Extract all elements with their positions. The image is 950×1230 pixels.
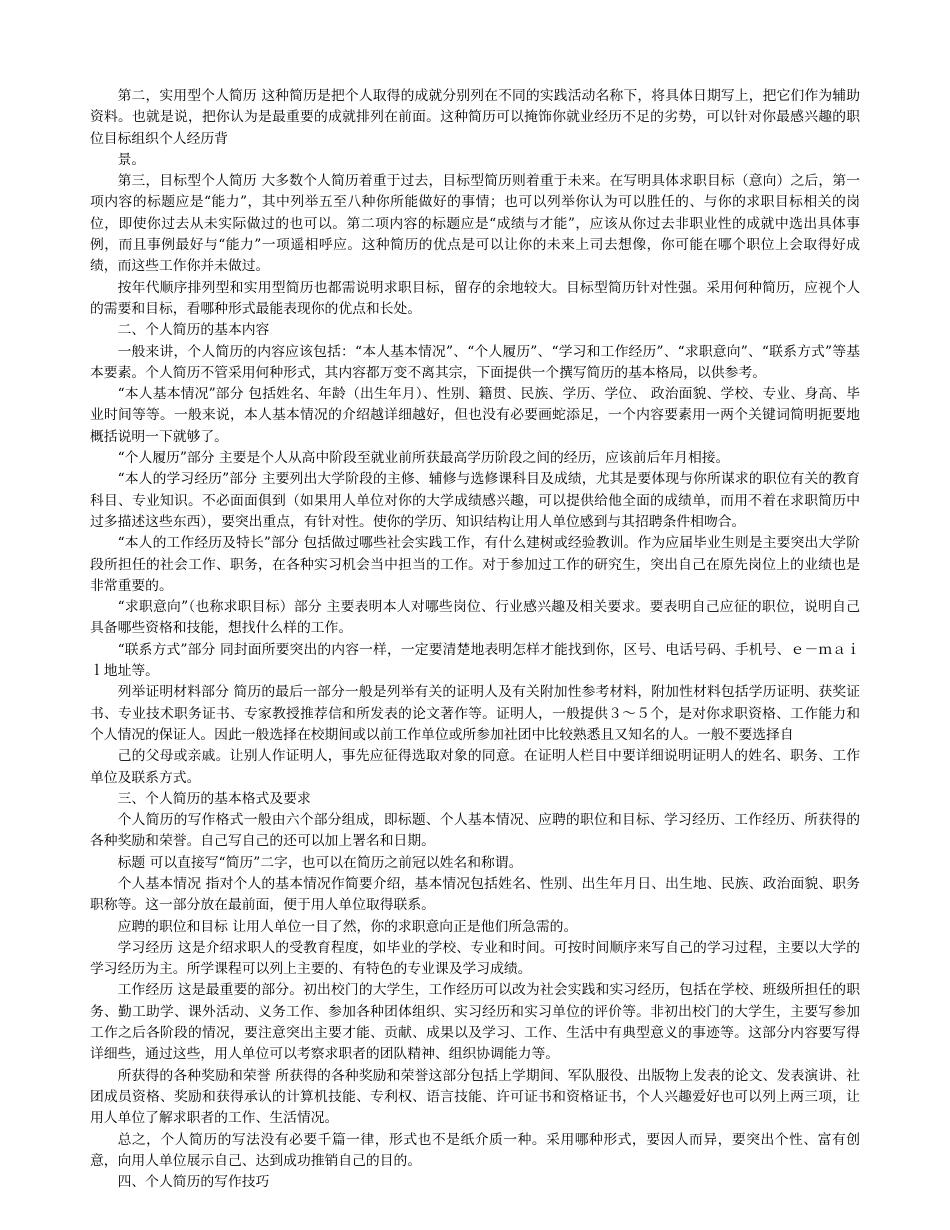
section-heading-format: 三、个人简历的基本格式及要求 [117,790,311,807]
paragraph-practical-resume-continued: 景。 [117,151,146,168]
document-body [90,86,860,1193]
paragraph-resume-type-comparison: 按年代顺序排列型和实用型简历也都需说明求职目标，留存的余地较大。目标型简历针对性强。采用何种简历，应视个人的需要和目标，看哪种形式最能表现你的优点和长处。 [90,279,860,317]
section-heading-basic-content: 二、个人简历的基本内容 [117,322,270,339]
paragraph-personal-history: “个人履历”部分 主要是个人从高中阶段至就业前所获最高学历阶段之间的经历，应该前后年月相接。 [117,450,730,467]
paragraph-work-history: “本人的工作经历及特长”部分 包括做过哪些社会实践工作，有什么建树或经验教训。作为应届毕业生则是主要突出大学阶段所担任的社会工作、职务，在各种实习机会当中担当的工作。对于参加过工作的研究生，突出自己在原先岗位上的业绩也是非常重要的。 [90,535,860,594]
paragraph-basic-content-overview: 一般来讲，个人简历的内容应该包括：“本人基本情况”、“个人履历”、“学习和工作经历”、“求职意向”、“联系方式”等基本要素。个人简历不管采用何种形式，其内容都万变不离其宗，下面提供一个撰写简历的基本格局，以供参考。 [90,343,860,381]
paragraph-summary: 总之，个人简历的写法没有必要千篇一律，形式也不是纸介质一种。采用哪种形式，要因人而异，要突出个性、富有创意，向用人单位展示自己、达到成功推销自己的目的。 [90,1131,860,1169]
paragraph-awards-honors: 所获得的各种奖励和荣誉 所获得的各种奖励和荣誉这部分包括上学期间、军队服役、出版物上发表的论文、发表演讲、社团成员资格、奖励和获得承认的计算机技能、专利权、语言技能、许可证书和资格证书，个人兴趣爱好也可以列上两三项，让用人单位了解求职者的工作、生活情况。 [90,1067,860,1127]
paragraph-job-intention: “求职意向”（也称求职目标）部分 主要表明本人对哪些岗位、行业感兴趣及相关要求。要表明自己应征的职位，说明自己具备哪些资格和技能，想找什么样的工作。 [90,599,860,637]
paragraph-basic-info: “本人基本情况”部分 包括姓名、年龄（出生年月）、性别、籍贯、民族、学历、学位、 政治面貌、学校、专业、身高、毕业时间等等。一般来说，本人基本情况的介绍越详细越好，但也没有必要画蛇添足，一个内容要素用一两个关键词简明扼要地概括说明一下就够了。 [90,386,860,445]
paragraph-contact-info: “联系方式”部分 同封面所要突出的内容一样，一定要清楚地表明怎样才能找到你，区号、电话号码、手机号、ｅ－ｍａｉｌ地址等。 [90,641,860,680]
paragraph-study-history: “本人的学习经历”部分 主要列出大学阶段的主修、辅修与选修课科目及成绩，尤其是要体现与你所谋求的职位有关的教育科目、专业知识。不必面面俱到（如果用人单位对你的大学成绩感兴趣，可以提供给他全面的成绩单，而用不着在求职简历中过多描述这些东西），要突出重点，有针对性。使你的学历、知识结构让用人单位感到与其招聘条件相吻合。 [90,471,860,530]
paragraph-supporting-materials: 列举证明材料部分 简历的最后一部分一般是列举有关的证明人及有关附加性参考材料，附加性材料包括学历证明、获奖证书、专业技术职务证书、专家教授推荐信和所发表的论文著作等。证明人，一般提供３～５个，是对你求职资格、工作能力和个人情况的保证人。因此一般选择在校期间或以前工作单位或所参加社团中比较熟悉且又知名的人。一般不要选择自 [90,684,860,743]
paragraph-targeted-resume: 第三，目标型个人简历 大多数个人简历着重于过去，目标型简历则着重于未来。在写明具体求职目标（意向）之后，第一项内容的标题应是“能力”，其中列举五至八种你所能做好的事情；也可以列举你认为可以胜任的、与你的求职目标相关的岗位，即使你过去从未实际做过的也可以。第二项内容的标题应是“成绩与才能”，应该从你过去非职业性的成就中选出具体事例，而且事例最好与“能力”一项遥相呼应。这种简历的优点是可以让你的未来上司去想像，你可能在哪个职位上会取得好成绩，而这些工作你并未做过。 [90,173,860,275]
paragraph-format-overview: 个人简历的写作格式一般由六个部分组成，即标题、个人基本情况、应聘的职位和目标、学习经历、工作经历、所获得的各种奖励和荣誉。自己写自己的还可以加上署名和日期。 [90,812,860,850]
paragraph-position-target: 应聘的职位和目标 让用人单位一目了然，你的求职意向正是他们所急需的。 [117,918,578,935]
paragraph-study-experience: 学习经历 这是介绍求职人的受教育程度，如毕业的学校、专业和时间。可按时间顺序来写自己的学习过程，主要以大学的学习经历为主。所学课程可以列上主要的、有特色的专业课及学习成绩。 [90,939,860,978]
paragraph-practical-resume: 第二，实用型个人简历 这种简历是把个人取得的成就分别列在不同的实践活动名称下，将具体日期写上，把它们作为辅助资料。也就是说，把你认为是最重要的成就排列在前面。这种简历可以掩饰你就业经历不足的劣势，可以针对你最感兴趣的职位目标组织个人经历背 [90,88,860,147]
section-heading-writing-tips: 四、个人简历的写作技巧 [117,1174,270,1191]
paragraph-supporting-materials-continued: 己的父母或亲戚。让别人作证明人，事先应征得选取对象的同意。在证明人栏目中要详细说明证明人的姓名、职务、工作单位及联系方式。 [90,748,860,786]
paragraph-title: 标题 可以直接写“简历”二字，也可以在简历之前冠以姓名和称谓。 [117,854,523,871]
paragraph-basic-info-format: 个人基本情况 指对个人的基本情况作简要介绍，基本情况包括姓名、性别、出生年月日、出生地、民族、政治面貌、职务职称等。这一部分放在最前面，便于用人单位取得联系。 [90,875,860,914]
paragraph-work-experience: 工作经历 这是最重要的部分。初出校门的大学生，工作经历可以改为社会实践和实习经历，包括在学校、班级所担任的职务、勤工助学、课外活动、义务工作、参加各种团体组织、实习经历和实习单位的评价等。非初出校门的大学生，主要写参加工作之后各阶段的情况，要注意突出主要才能、贡献、成果以及学习、工作、生活中有典型意义的事迹等。这部分内容要写得详细些，通过这些，用人单位可以考察求职者的团队精神、组织协调能力等。 [90,982,860,1063]
